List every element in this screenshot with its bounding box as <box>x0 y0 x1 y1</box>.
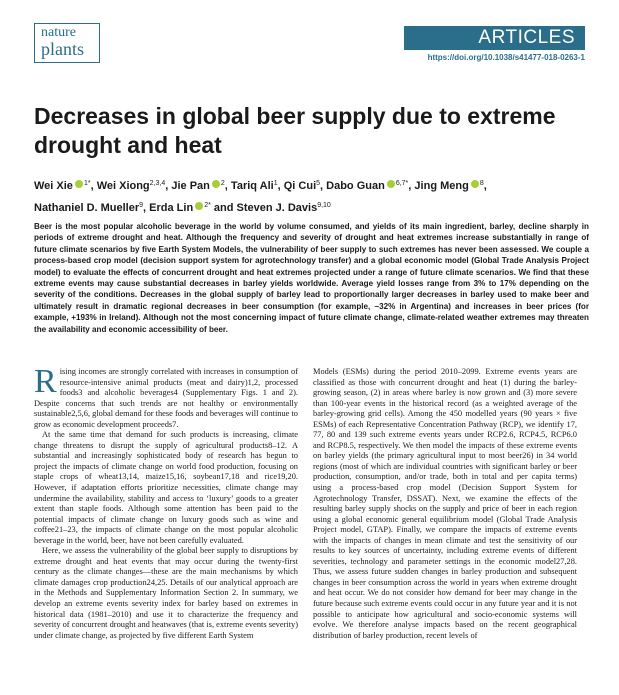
body-paragraph-text: ising incomes are strongly correlated with increases in consumption of resource-intensive animal products (meat and dairy)1,2, processed foods3 and alcoholic beverages4 (Supplementary Figs. 1 and 2). Despite concerns that such trends are not healthy or environmentally sustainable2,5,6, global demand for these foods and beverages will continue to grow as economic development proceeds7. <box>34 367 298 429</box>
body-paragraph: Here, we assess the vulnerability of the global beer supply to disruptions by extreme drought and heat events that may occur during the twenty-first century as the climate changes—these are the main mechanisms by which climate damages crop production24,25. Details of our analytical approach are in the Methods and Supplementary Information Section 2. In summary, we develop an extreme events severity index for barley based on extremes in historical data (1981–2010) and use it to characterize the frequency and severity of concurrent drought and heatwaves (that is, extreme events severity) under climate change, as projected by five different Earth System <box>34 546 298 640</box>
author-affiliation: 1* <box>83 180 91 187</box>
author-name: Nathaniel D. Mueller <box>34 202 140 214</box>
author[interactable] <box>149 202 211 214</box>
author-affiliation: 9 <box>139 202 144 209</box>
section-band <box>404 26 585 50</box>
author-affiliation: 5 <box>316 180 321 187</box>
author-affiliation: 9,10 <box>317 202 331 209</box>
author[interactable] <box>414 180 483 192</box>
author-separator: , <box>143 202 150 214</box>
drop-cap: R <box>34 367 57 400</box>
orcid-icon[interactable] <box>75 180 83 188</box>
journal-logo-line1: nature <box>41 25 76 40</box>
author-name: Jie Pan <box>171 180 210 192</box>
author[interactable] <box>284 180 320 192</box>
author-separator: , <box>90 180 97 192</box>
journal-logo-line2: plants <box>41 39 84 59</box>
journal-logo <box>34 23 100 63</box>
author-separator: , <box>224 180 231 192</box>
body-column-left <box>34 367 298 695</box>
author-name: Jing Meng <box>414 180 469 192</box>
author[interactable] <box>231 180 278 192</box>
orcid-icon[interactable] <box>212 180 220 188</box>
author[interactable] <box>34 202 143 214</box>
abstract: Beer is the most popular alcoholic beverage in the world by volume consumed, and yields of its main ingredient, barley, decline sharply in periods of extreme drought and heat. Although the frequency and severity of drought and heat extremes increase substantially in range of future climate scenarios by five Earth System Models, the vulnerability of beer supply to such extremes has never been assessed. We couple a process-based crop model (decision support system for agrotechnology transfer) and a global economic model (Global Trade Analysis Project model) to evaluate the effects of concurrent drought and heat extremes projected under a range of future climate scenarios. We find that these extreme events may cause substantial decreases in barley yields worldwide. Average yield losses range from 3% to 17% depending on the severity of the conditions. Decreases in the global supply of barley lead to proportionally larger decreases in barley used to make beer and ultimately result in dramatic regional decreases in beer consumption (for example, −32% in Argentina) and increases in beer prices (for example, +193% in Ireland). Although not the most concerning impact of future climate change, climate-related weather extremes may threaten the availability and economic accessibility of beer. <box>34 222 589 334</box>
doi-link[interactable]: https://doi.org/10.1038/s41477-018-0263-1 <box>427 53 585 62</box>
author[interactable] <box>326 180 408 192</box>
author-separator: , <box>483 180 487 192</box>
author-name: Steven J. Davis <box>236 202 318 214</box>
body-paragraph <box>34 367 298 430</box>
body-column-right <box>313 367 577 695</box>
author-list <box>34 174 589 218</box>
orcid-icon[interactable] <box>387 180 395 188</box>
author-name: Tariq Ali <box>230 180 274 192</box>
author-separator: , <box>408 180 415 192</box>
author-name: Wei Xiong <box>96 180 150 192</box>
author-name: Wei Xie <box>34 180 73 192</box>
author-name: Qi Cui <box>283 180 317 192</box>
author-affiliation: 6,7* <box>395 180 409 187</box>
section-label: ARTICLES <box>478 27 575 48</box>
author-name: Erda Lin <box>149 202 194 214</box>
author[interactable] <box>97 180 166 192</box>
author-affiliation: 2 <box>220 180 225 187</box>
author-affiliation: 2* <box>204 202 211 209</box>
author[interactable] <box>34 180 91 192</box>
article-title: Decreases in global beer supply due to extreme drought and heat <box>34 103 556 158</box>
body-paragraph: Models (ESMs) during the period 2010–2099. Extreme events years are classified as those with concurrent drought and heat (1) during the barley-growing season, (2) in areas where barley is now grown and (3) more severe than 100-year events in the historical record (as a weighted average of the barley-growing grid cells). Among the 450 modelled years (90 years × five ESMs) of each Representative Concentration Pathway (RCP), we identify 17, 77, 80 and 139 such extreme events years under RCP2.6, RCP4.5, RCP6.0 and RCP8.5, respectively. We then model the impacts of these extreme events on barley yields (the primary agricultural input to most beer26) in 34 world regions (most of which are individual countries with significant barley or beer production, consumption, and/or trade, both in total and per capita terms) using a process-based crop model (Decision Support System for Agrotechnology Transfer, DSSAT). Next, we examine the effects of the resulting barley supply shocks on the supply and price of beer in each region using a global economic general equilibrium model (Global Trade Analysis Project model, GTAP). Finally, we compare the impacts of extreme events with the impacts of changes in mean climate and test the sensitivity of our results to key sources of uncertainty, including extreme events of different severities, technology and parameter settings in the economic model27,28. Thus, we assess future sudden changes in barley production and subsequent changes in beer consumption across the world in years when extreme drought and heat occur. We do not consider how demand for beer may change in the future because such extreme events could occur in any future year and it is not possible to anticipate how agricultural and socio-economic systems will evolve. We therefore analyse impacts based on the recent geographical distribution of barley production, recent levels of <box>313 367 577 640</box>
author-separator: , <box>320 180 327 192</box>
author-affiliation: 8 <box>479 180 484 187</box>
orcid-icon[interactable] <box>471 180 479 188</box>
orcid-icon[interactable] <box>195 202 203 210</box>
author-separator: , <box>165 180 172 192</box>
author-affiliation: 2,3,4 <box>149 180 166 187</box>
author-name: Dabo Guan <box>326 180 385 192</box>
author-affiliation: 1 <box>273 180 278 187</box>
author-separator: , <box>277 180 284 192</box>
author[interactable] <box>171 180 224 192</box>
author[interactable] <box>236 202 330 214</box>
author-separator: and <box>210 202 237 214</box>
body-paragraph: At the same time that demand for such products is increasing, climate change threatens to disrupt the supply of agricultural products8–12. A substantial and increasingly sophisticated body of research has begun to project the impacts of climate change on world food production, focusing on staple crops of wheat13,14, maize15,16, soybean17,18 and rice19,20. However, if adaptation efforts prioritize necessities, climate change may undermine the availability, stability and access to ‘luxury’ goods to a greater extent than staple foods. Although some attention has been paid to the potential impacts of climate change on luxury goods such as wine and coffee21–23, the impacts of climate change on the most popular alcoholic beverage in the world, beer, have not been carefully evaluated. <box>34 430 298 545</box>
